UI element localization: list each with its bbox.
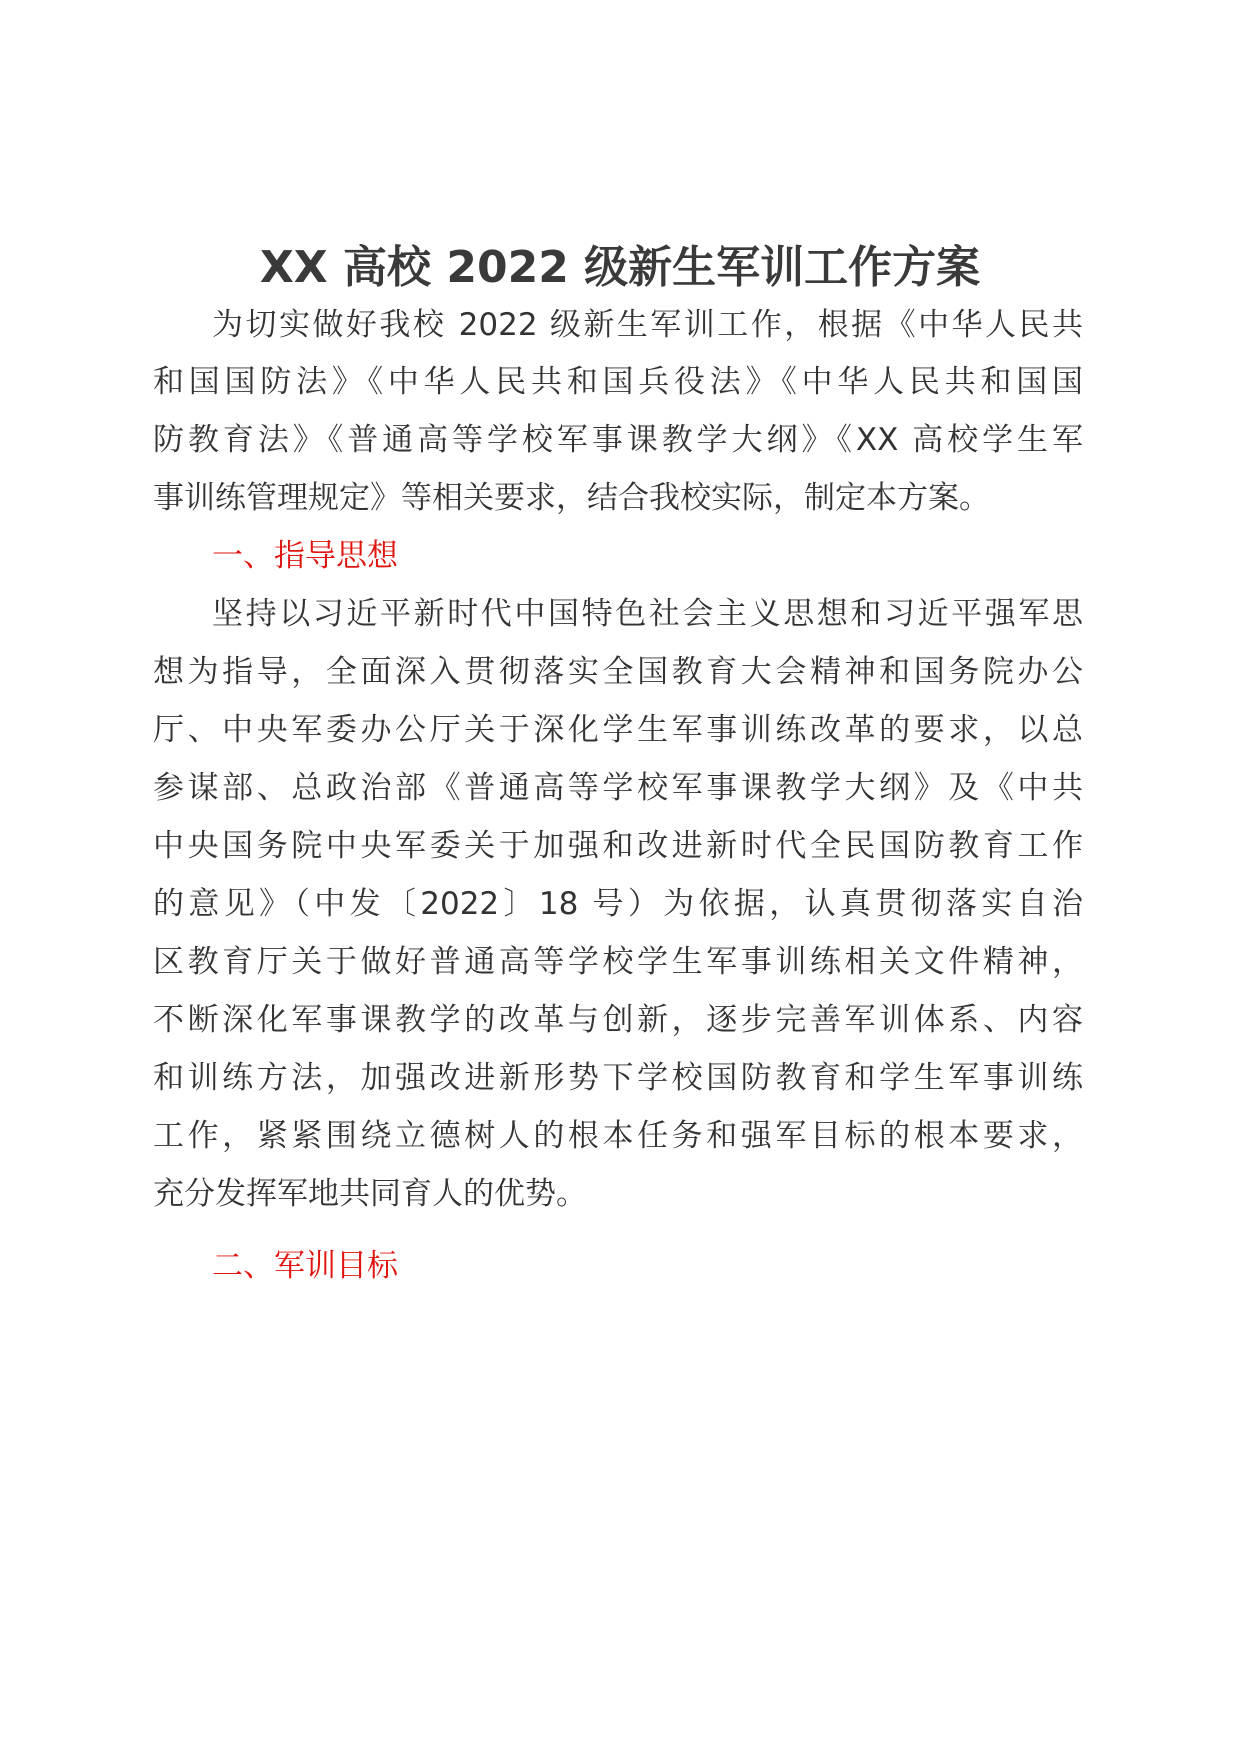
intro-paragraph-line: 防教育法》《普通高等学校军事课教学大纲》《XX 高校学生军 [153,422,1083,458]
section1-paragraph-line: 的意见》（中发〔2022〕18 号）为依据，认真贯彻落实自治 [153,886,1083,922]
section-heading-training-goals: 二、军训目标 [212,1248,398,1284]
section1-paragraph-line: 不断深化军事课教学的改革与创新，逐步完善军训体系、内容 [153,1002,1083,1038]
section1-paragraph-line: 中央国务院中央军委关于加强和改进新时代全民国防教育工作 [153,828,1083,864]
section1-paragraph-line: 和训练方法，加强改进新形势下学校国防教育和学生军事训练 [153,1060,1083,1096]
section1-paragraph-line: 区教育厅关于做好普通高等学校学生军事训练相关文件精神， [153,944,1083,980]
intro-paragraph-line: 为切实做好我校 2022 级新生军训工作，根据《中华人民共 [212,307,1083,343]
intro-paragraph-line: 事训练管理规定》等相关要求，结合我校实际，制定本方案。 [153,480,990,516]
section1-paragraph-line: 厅、中央军委办公厅关于深化学生军事训练改革的要求，以总 [153,712,1083,748]
section1-paragraph-line: 参谋部、总政治部《普通高等学校军事课教学大纲》及《中共 [153,770,1083,806]
document-title: XX 高校 2022 级新生军训工作方案 [259,242,981,293]
section1-paragraph-line: 坚持以习近平新时代中国特色社会主义思想和习近平强军思 [212,596,1083,632]
intro-paragraph-line: 和国国防法》《中华人民共和国兵役法》《中华人民共和国国 [153,364,1083,400]
section1-paragraph-line: 充分发挥军地共同育人的优势。 [153,1176,587,1212]
section1-paragraph-line: 想为指导，全面深入贯彻落实全国教育大会精神和国务院办公 [153,654,1083,690]
section1-paragraph-line: 工作，紧紧围绕立德树人的根本任务和强军目标的根本要求， [153,1118,1083,1154]
section-heading-guiding-ideology: 一、指导思想 [212,538,398,574]
